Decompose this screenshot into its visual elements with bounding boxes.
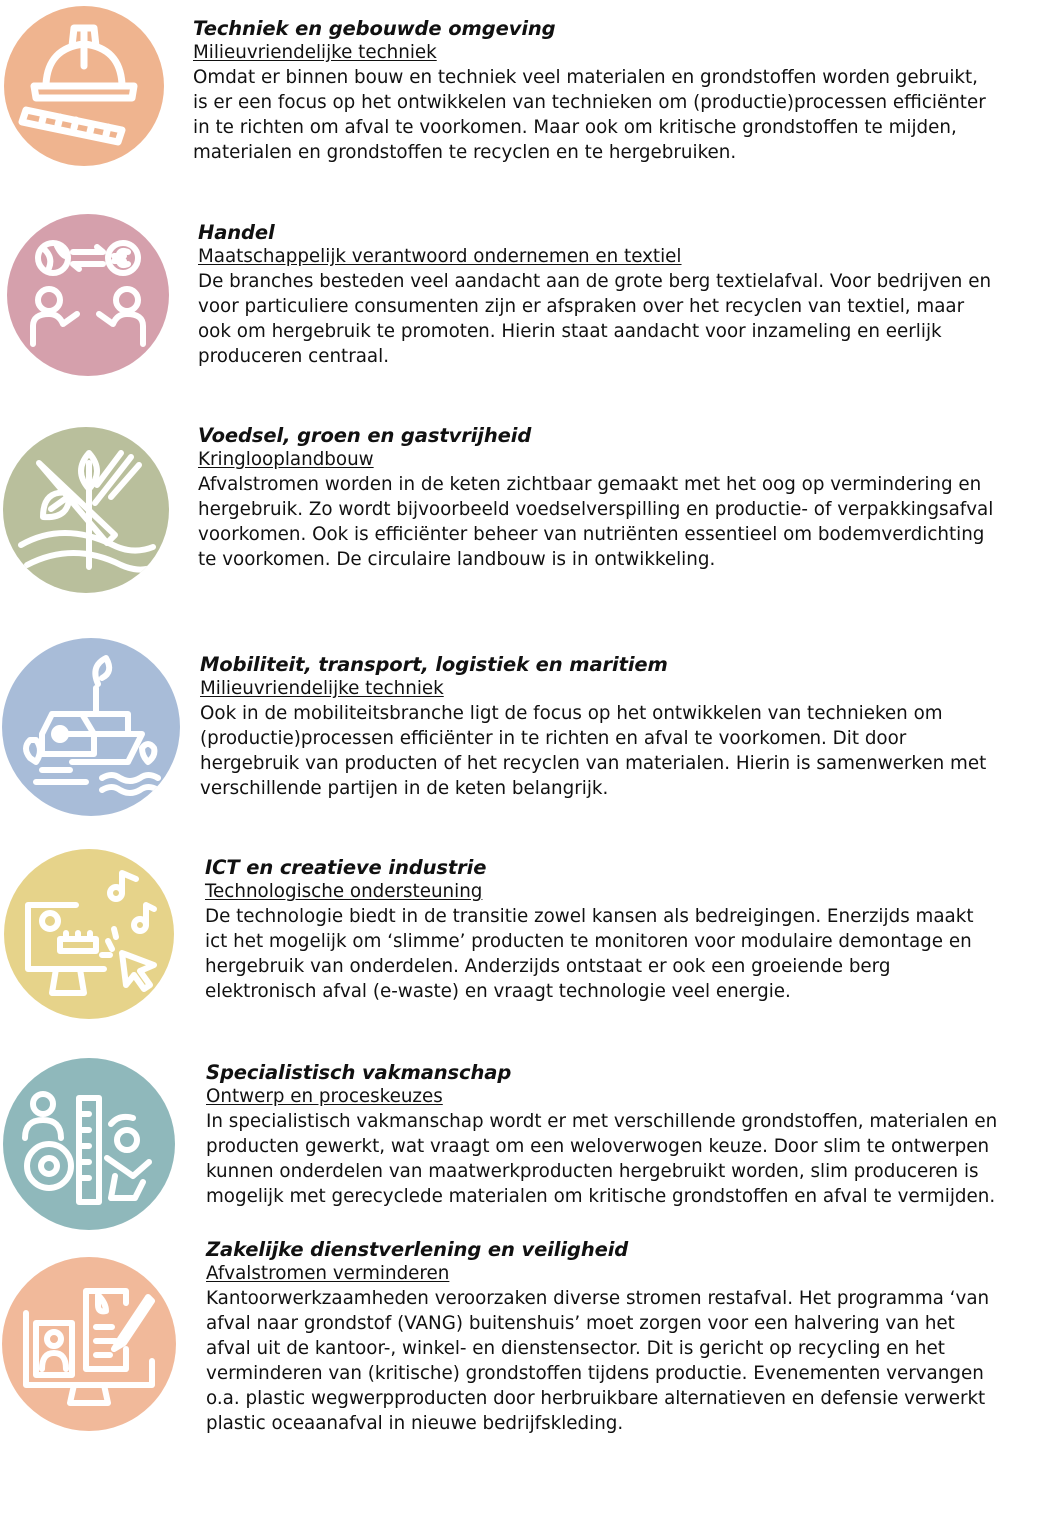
section-subtitle: Afvalstromen verminderen: [206, 1263, 450, 1284]
section-title: Techniek en gebouwde omgeving: [193, 17, 556, 40]
section-subtitle: Technologische ondersteuning: [205, 881, 483, 902]
section-icon-circle: [7, 214, 169, 376]
section-body: Omdat er binnen bouw en techniek veel materialen en grondstoffen worden gebruikt, is er een focus op het ontwikkelen van technieken om (productie)processen efficiënter in te richten om afval te voorkomen. Maar ook om kritische grondstoffen te mijden, materialen en grondstoffen te recyclen en te hergebruiken.: [193, 67, 986, 163]
craftsman-icon: [3, 1058, 175, 1230]
section-icon-circle: [2, 1257, 176, 1431]
section-title: Mobiliteit, transport, logistiek en maritiem: [200, 653, 668, 676]
section-icon-circle: [3, 427, 169, 593]
section-body: De technologie biedt in de transitie zowel kansen als bedreigingen. Enerzijds maakt ict het mogelijk om ‘slimme’ producten te monitoren voor modulaire demontage en hergebruik van onderdelen. Anderzijds ontstaat er ook een groeiende berg elektronisch afval (e-waste) en vraagt technologie veel energie.: [205, 906, 974, 1002]
section-icon-circle: [4, 849, 174, 1019]
section-subtitle: Maatschappelijk verantwoord ondernemen en textiel: [198, 246, 682, 267]
section-title: Zakelijke dienstverlening en veiligheid: [206, 1238, 629, 1261]
section-body: De branches besteden veel aandacht aan de grote berg textielafval. Voor bedrijven en voor particuliere consumenten zijn er afspraken over het recyclen van textiel, maar ook om hergebruik te promoten. Hierin staat aandacht voor inzameling en eerlijk produceren centraal.: [198, 271, 992, 367]
section-icon-circle: [2, 638, 180, 816]
section-subtitle: Ontwerp en proceskeuzes: [206, 1086, 443, 1107]
section-icon-circle: [4, 6, 164, 166]
section-title: Handel: [198, 221, 275, 244]
hardhat-ruler-icon: [4, 6, 164, 166]
section-icon-circle: [3, 1058, 175, 1230]
section-title: Specialistisch vakmanschap: [206, 1061, 512, 1084]
section-subtitle: Milieuvriendelijke techniek: [193, 42, 437, 63]
trade-people-icon: [7, 214, 169, 376]
section-body: Afvalstromen worden in de keten zichtbaar gemaakt met het oog op vermindering en hergebruik. Zo wordt bijvoorbeeld voedselverspilling en productie- of verpakkingsafval voorkomen. Ook is efficiënter beheer van nutriënten essentieel om bodemverdichting te voorkomen. De circulaire landbouw is in ontwikkeling.: [198, 474, 994, 570]
section-body: In specialistisch vakmanschap wordt er met verschillende grondstoffen, materialen en producten gewerkt, wat vraagt om een weloverwogen keuze. Door slim te ontwerpen kunnen onderdelen van maatwerkproducten hergebruikt worden, slim produceren is mogelijk met gerecyclede materialen om kritische grondstoffen en afval te vermijden.: [206, 1111, 998, 1207]
section-subtitle: Milieuvriendelijke techniek: [200, 678, 444, 699]
ship-car-icon: [2, 638, 180, 816]
monitor-music-icon: [4, 849, 174, 1019]
office-document-icon: [2, 1257, 176, 1431]
section-title: Voedsel, groen en gastvrijheid: [198, 424, 532, 447]
section-body: Kantoorwerkzaamheden veroorzaken diverse stromen restafval. Het programma ‘van afval naar grondstof (VANG) buitenshuis’ moet zorgen voor een halvering van het afval uit de kantoor-, winkel- en dienstensector. Dit is gericht op recycling en het verminderen van (kritische) grondstoffen tijdens productie. Evenementen vervangen o.a. plastic wegwerpproducten door herbruikbare alternatieven en defensie verwerkt plastic oceaanafval in nieuwe bedrijfskleding.: [206, 1288, 990, 1434]
food-plant-icon: [3, 427, 169, 593]
section-subtitle: Kringlooplandbouw: [198, 449, 374, 470]
section-title: ICT en creatieve industrie: [205, 856, 487, 879]
section-body: Ook in de mobiliteitsbranche ligt de focus op het ontwikkelen van technieken om (productie)processen efficiënter in te richten en afval te voorkomen. Dit door hergebruik van producten of het recyclen van materialen. Hierin is samenwerken met verschillende partijen in de keten belangrijk.: [200, 703, 987, 799]
